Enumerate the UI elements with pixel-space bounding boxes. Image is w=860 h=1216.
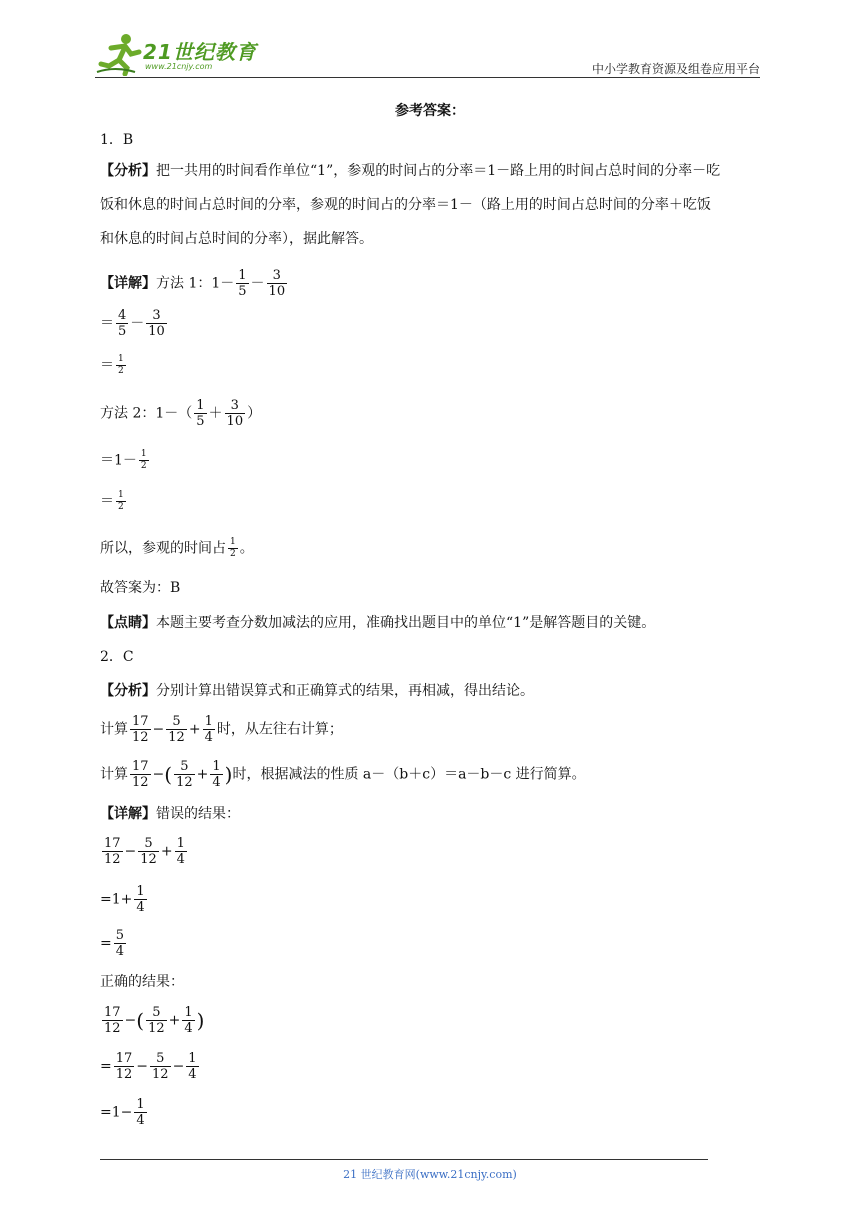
logo-url: www.21cnjy.com bbox=[145, 62, 213, 71]
logo-text: 21世纪教育 bbox=[143, 40, 257, 64]
fraction: $\frac{5}{12}$ bbox=[140, 836, 157, 867]
footer-rule bbox=[100, 1159, 708, 1160]
fraction: $\frac{1}{4}$ bbox=[136, 884, 145, 915]
q1-label: 1．B bbox=[100, 132, 134, 148]
q1-method1-label: 方法 1：1－ bbox=[156, 275, 235, 292]
fraction: $\frac{3}{10}$ bbox=[148, 308, 165, 339]
fraction: $\frac{1}{2}$ bbox=[118, 354, 124, 376]
fraction: $\frac{17}{12}$ bbox=[132, 759, 149, 790]
header-right-title: 中小学教育资源及组卷应用平台 bbox=[591, 62, 760, 76]
q1-point-tag: 【点睛】 bbox=[100, 615, 156, 631]
fraction: $\frac{5}{12}$ bbox=[152, 1051, 169, 1082]
footer-text: 21 世纪教育网(www.21cnjy.com) bbox=[343, 1168, 517, 1181]
q2-label: 2．C bbox=[100, 649, 134, 665]
fraction: $\frac{1}{4}$ bbox=[212, 759, 221, 790]
q2-analysis: 【分析】分别计算出错误算式和正确算式的结果，再相减，得出结论。 bbox=[100, 683, 534, 699]
q2-correct: 正确的结果： bbox=[100, 974, 184, 990]
q1-step1: ＝ $\frac{4}{5}$ － $\frac{3}{10}$ bbox=[100, 308, 165, 339]
fraction: $\frac{1}{2}$ bbox=[118, 490, 124, 512]
q1-analysis-line3: 和休息的时间占总时间的分率），据此解答。 bbox=[100, 231, 373, 247]
q1-step2: ＝ $\frac{1}{2}$ bbox=[100, 354, 124, 376]
q2-wrong-step1: =1+ $\frac{1}{4}$ bbox=[100, 884, 145, 915]
q2-wrong-step2: = $\frac{5}{4}$ bbox=[100, 928, 125, 959]
fraction: $\frac{17}{12}$ bbox=[115, 1051, 133, 1082]
q1-analysis-line1 bbox=[100, 161, 720, 181]
q1-method2: 方法 2：1－（ $\frac{1}{5}$ ＋ $\frac{3}{10}$ ） bbox=[100, 398, 262, 429]
q1-answer: 故答案为：B bbox=[100, 580, 181, 596]
q1-analysis-tag: 【分析】 bbox=[100, 163, 156, 179]
q1-step4: ＝ $\frac{1}{2}$ bbox=[100, 490, 124, 512]
q1-point: 【点睛】本题主要考查分数加减法的应用，准确找出题目中的单位“1”是解答题目的关键。 bbox=[100, 615, 656, 631]
fraction: $\frac{17}{12}$ bbox=[104, 1005, 121, 1036]
q1-analysis-line2: 饭和休息的时间占总时间的分率，参观的时间占的分率＝1－（路上用的时间占总时间的分率＋吃饭 bbox=[100, 197, 711, 213]
q2-detail: 【详解】错误的结果： bbox=[100, 806, 240, 822]
fraction: $\frac{17}{12}$ bbox=[132, 714, 149, 745]
q1-analysis-text1: 把一共用的时间看作单位“1”，参观的时间占的分率＝1－路上用的时间占总时间的分率－吃 bbox=[156, 163, 721, 179]
fraction: $\frac{5}{12}$ bbox=[168, 714, 185, 745]
fraction: $\frac{5}{12}$ bbox=[176, 759, 193, 790]
fraction: $\frac{3}{10}$ bbox=[226, 398, 244, 429]
fraction: $\frac{1}{5}$ bbox=[196, 398, 205, 429]
fraction: $\frac{1}{2}$ bbox=[140, 449, 147, 471]
fraction: $\frac{5}{4}$ bbox=[115, 928, 125, 959]
fraction: $\frac{1}{4}$ bbox=[176, 836, 185, 867]
fraction: $\frac{1}{4}$ bbox=[136, 1097, 145, 1128]
fraction: $\frac{3}{10}$ bbox=[268, 268, 286, 299]
q1-method1: 【详解】方法 1：1－ $\frac{1}{5}$ － $\frac{3}{10}$ bbox=[100, 268, 286, 299]
fraction: $\frac{1}{4}$ bbox=[188, 1051, 197, 1082]
header-rule bbox=[95, 77, 760, 78]
q2-correct-expr: $\frac{17}{12}$ −( $\frac{5}{12}$ + $\frac{1}{4}$ ) bbox=[104, 1005, 205, 1036]
fraction: $\frac{17}{12}$ bbox=[104, 836, 121, 867]
q1-detail-tag: 【详解】 bbox=[100, 275, 156, 292]
fraction: $\frac{1}{2}$ bbox=[230, 537, 236, 559]
q2-correct-step2: =1− $\frac{1}{4}$ bbox=[100, 1097, 145, 1128]
header bbox=[95, 30, 760, 80]
q2-detail-tag: 【详解】 bbox=[100, 806, 156, 822]
q2-correct-step1: = $\frac{17}{12}$ − $\frac{5}{12}$ − $\frac{1}{4}$ bbox=[100, 1051, 197, 1082]
fraction: $\frac{1}{4}$ bbox=[184, 1005, 193, 1036]
q1-step3: ＝1－ $\frac{1}{2}$ bbox=[100, 449, 147, 471]
q2-calc1: 计算 $\frac{17}{12}$ − $\frac{5}{12}$ + $\frac{1}{4}$ 时，从左往右计算； bbox=[100, 714, 343, 745]
q1-conclusion: 所以，参观的时间占 $\frac{1}{2}$ 。 bbox=[100, 537, 254, 559]
fraction: $\frac{1}{5}$ bbox=[238, 268, 247, 299]
q2-calc2: 计算 $\frac{17}{12}$ −( $\frac{5}{12}$ + $\frac{1}{4}$ )时，根据减法的性质 a－（b＋c）＝a－b－c 进行简算。 bbox=[100, 759, 586, 790]
logo bbox=[95, 32, 265, 78]
runner-logo-icon bbox=[95, 32, 143, 76]
fraction: $\frac{5}{12}$ bbox=[148, 1005, 165, 1036]
fraction: $\frac{4}{5}$ bbox=[118, 308, 127, 339]
q2-analysis-tag: 【分析】 bbox=[100, 683, 156, 699]
q2-wrong-expr: $\frac{17}{12}$ − $\frac{5}{12}$ + $\frac{1}{4}$ bbox=[104, 836, 185, 867]
page-title: 参考答案： bbox=[395, 103, 465, 119]
fraction: $\frac{1}{4}$ bbox=[204, 714, 213, 745]
